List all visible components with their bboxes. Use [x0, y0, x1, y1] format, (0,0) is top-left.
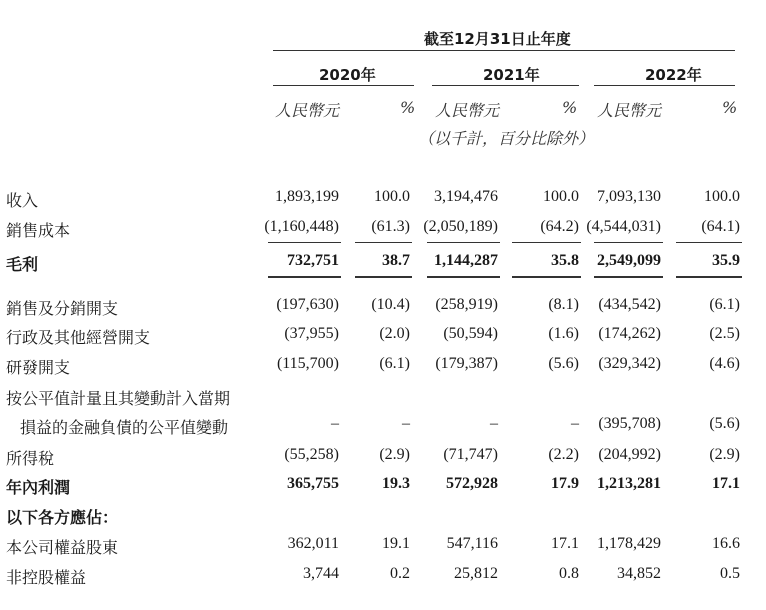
row-value: (2.2) — [548, 446, 579, 463]
row-value: 17.9 — [551, 475, 579, 492]
row-value: 100.0 — [374, 188, 410, 205]
row-value: (2.5) — [709, 325, 740, 342]
row-value: 3,744 — [303, 565, 339, 582]
table-rule — [268, 276, 341, 278]
row-label: 毛利 — [6, 255, 39, 274]
row-value: (6.1) — [379, 355, 410, 372]
row-value: (258,919) — [435, 296, 498, 313]
row-value: 362,011 — [287, 535, 339, 552]
year-rule-2022 — [594, 85, 735, 86]
row-value: 0.5 — [720, 565, 740, 582]
table-rule — [355, 242, 412, 243]
table-rule — [676, 276, 742, 278]
row-value: 7,093,130 — [597, 188, 661, 205]
row-value: (37,955) — [284, 325, 339, 342]
row-value: (5.6) — [548, 355, 579, 372]
row-value: (71,747) — [443, 446, 498, 463]
table-rule — [427, 242, 500, 243]
row-value: (55,258) — [284, 446, 339, 463]
row-label: 以下各方應佔： — [6, 508, 119, 527]
unit-currency-2021: 人民幣元 — [435, 101, 500, 120]
row-value: (2,050,189) — [423, 218, 498, 235]
unit-pct-2020: % — [400, 98, 416, 117]
row-value: 19.1 — [382, 535, 410, 552]
row-value: (329,342) — [598, 355, 661, 372]
table-rule — [676, 242, 742, 243]
row-label: 銷售及分銷開支 — [6, 299, 119, 318]
row-value: 3,194,476 — [434, 188, 498, 205]
row-label: 損益的金融負債的公平值變動 — [20, 418, 229, 437]
table-rule — [268, 242, 341, 243]
row-value: 25,812 — [454, 565, 498, 582]
row-value: – — [331, 415, 339, 432]
unit-pct-2022: % — [722, 98, 738, 117]
row-value: (8.1) — [548, 296, 579, 313]
row-value: – — [571, 415, 579, 432]
row-value: 35.9 — [712, 252, 740, 269]
year-2021: 2021年 — [483, 66, 540, 84]
row-value: – — [490, 415, 498, 432]
row-value: (64.1) — [701, 218, 740, 235]
row-value: 1,144,287 — [434, 252, 498, 269]
row-value: (174,262) — [598, 325, 661, 342]
row-value: (4,544,031) — [586, 218, 661, 235]
row-value: (61.3) — [371, 218, 410, 235]
row-value: (1.6) — [548, 325, 579, 342]
period-title: 截至12月31日止年度 — [424, 30, 571, 48]
row-value: 572,928 — [446, 475, 498, 492]
row-value: – — [402, 415, 410, 432]
row-value: (4.6) — [709, 355, 740, 372]
row-value: (50,594) — [443, 325, 498, 342]
row-value: 2,549,099 — [597, 252, 661, 269]
row-label: 行政及其他經營開支 — [6, 328, 151, 347]
row-value: (115,700) — [276, 355, 339, 372]
row-value: 35.8 — [551, 252, 579, 269]
unit-pct-2021: % — [562, 98, 578, 117]
row-value: (6.1) — [709, 296, 740, 313]
row-value: (204,992) — [598, 446, 661, 463]
row-value: 0.2 — [390, 565, 410, 582]
row-value: 365,755 — [287, 475, 339, 492]
row-value: (2.9) — [709, 446, 740, 463]
row-label: 銷售成本 — [6, 221, 71, 240]
row-value: (64.2) — [540, 218, 579, 235]
row-value: (5.6) — [709, 415, 740, 432]
table-rule — [355, 276, 412, 278]
row-label: 收入 — [6, 191, 39, 210]
row-value: 16.6 — [712, 535, 740, 552]
year-2020: 2020年 — [319, 66, 376, 84]
row-value: (10.4) — [371, 296, 410, 313]
row-value: 17.1 — [712, 475, 740, 492]
year-2022: 2022年 — [645, 66, 702, 84]
row-value: 0.8 — [559, 565, 579, 582]
row-value: 19.3 — [382, 475, 410, 492]
row-value: 732,751 — [287, 252, 339, 269]
row-value: (434,542) — [598, 296, 661, 313]
row-value: 34,852 — [617, 565, 661, 582]
row-value: 1,178,429 — [597, 535, 661, 552]
row-value: 1,893,199 — [275, 188, 339, 205]
table-rule — [594, 276, 663, 278]
row-value: 100.0 — [704, 188, 740, 205]
row-value: (2.0) — [379, 325, 410, 342]
row-value: (197,630) — [276, 296, 339, 313]
unit-currency-2020: 人民幣元 — [275, 101, 340, 120]
row-value: 1,213,281 — [597, 475, 661, 492]
row-label: 本公司權益股東 — [6, 538, 119, 557]
row-value: 100.0 — [543, 188, 579, 205]
table-rule — [594, 242, 663, 243]
unit-note: （以千計，百分比除外） — [418, 129, 595, 148]
year-rule-2020 — [273, 85, 414, 86]
table-rule — [512, 242, 581, 243]
row-value: 547,116 — [446, 535, 498, 552]
row-value: 17.1 — [551, 535, 579, 552]
period-rule — [273, 50, 735, 51]
row-value: 38.7 — [382, 252, 410, 269]
row-value: (2.9) — [379, 446, 410, 463]
row-value: (395,708) — [598, 415, 661, 432]
table-rule — [427, 276, 500, 278]
row-label: 非控股權益 — [6, 568, 87, 587]
row-label: 所得稅 — [6, 449, 55, 468]
unit-currency-2022: 人民幣元 — [597, 101, 662, 120]
row-label: 按公平值計量且其變動計入當期 — [6, 389, 231, 408]
row-label: 年內利潤 — [6, 478, 71, 497]
row-value: (179,387) — [435, 355, 498, 372]
table-rule — [512, 276, 581, 278]
year-rule-2021 — [432, 85, 579, 86]
row-value: (1,160,448) — [264, 218, 339, 235]
row-label: 研發開支 — [6, 358, 71, 377]
